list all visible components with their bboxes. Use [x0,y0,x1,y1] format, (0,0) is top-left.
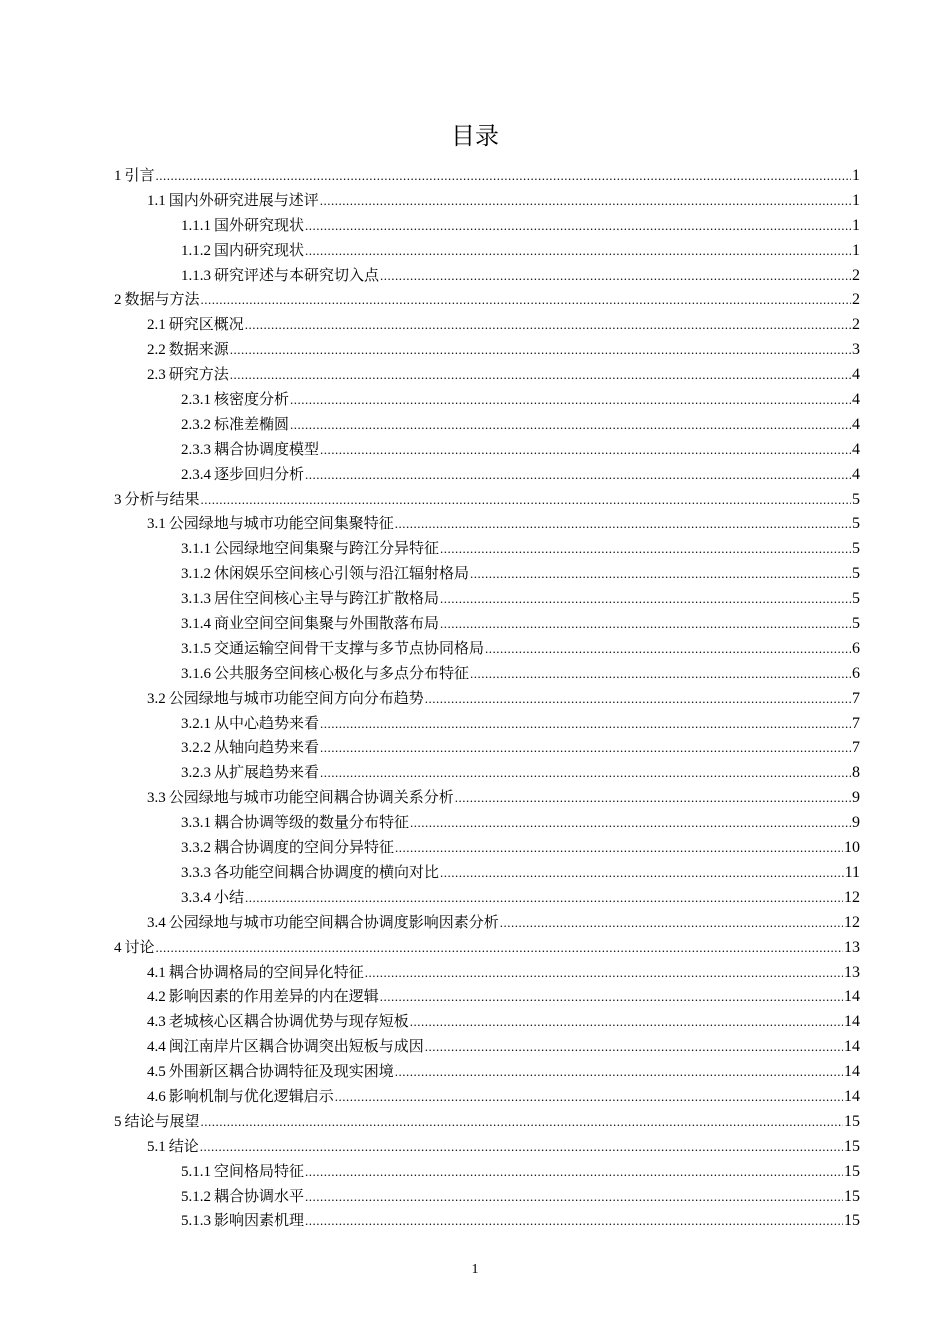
toc-entry-number: 5.1.3 [181,1213,211,1230]
toc-entry-text: 研究区概况 [168,315,244,334]
toc-entry-number: 1.1.1 [181,217,211,234]
toc-entry-number: 2 [114,292,122,309]
toc-entry-2-3-2[interactable] [114,412,860,437]
toc-dot-leader [305,463,851,488]
toc-entry-text: 耦合协调水平 [214,1186,305,1205]
toc-entry-2-2[interactable] [114,337,860,362]
toc-entry-text: 从扩展趋势来看 [214,763,320,782]
toc-entry-page: 14 [844,1063,860,1081]
toc-entry-page: 5 [852,490,860,508]
toc-entry-2-3-4[interactable] [114,462,860,487]
toc-dot-leader [320,736,851,761]
toc-entry-label [181,412,289,438]
toc-entry-number: 3.4 [147,914,166,931]
toc-entry-number: 3.2.3 [181,765,211,782]
toc-entry-page: 1 [852,191,860,209]
toc-entry-4-3[interactable] [114,1009,860,1034]
toc-dot-leader [470,562,851,587]
toc-entry-number: 3.2.2 [181,740,211,757]
toc-entry-3[interactable] [114,487,860,512]
toc-entry-label [181,835,394,861]
toc-entry-label [181,437,319,463]
toc-dot-leader [156,936,843,961]
toc-entry-text: 闽江南岸片区耦合协调突出短板与成因 [168,1037,424,1056]
toc-entry-text: 居住空间核心主导与跨江扩散格局 [214,589,440,608]
toc-dot-leader [320,712,851,737]
toc-entry-5-1-1[interactable] [114,1159,860,1184]
toc-entry-label [181,735,319,761]
toc-entry-number: 2.3 [147,367,166,384]
toc-entry-4-5[interactable] [114,1059,860,1084]
toc-entry-number: 4.4 [147,1039,166,1056]
toc-entry-label [147,910,499,936]
toc-entry-number: 3.2 [147,690,166,707]
toc-entry-label [181,810,409,836]
toc-dot-leader [410,811,851,836]
toc-entry-label [181,1208,304,1234]
toc-entry-3-2-3[interactable] [114,760,860,785]
toc-entry-2-3-3[interactable] [114,437,860,462]
toc-dot-leader [440,861,844,886]
toc-dot-leader [305,1160,843,1185]
toc-entry-5-1-2[interactable] [114,1184,860,1209]
toc-entry-label [181,711,319,737]
toc-entry-number: 2.3.4 [181,466,211,483]
toc-dot-leader [455,786,851,811]
toc-entry-3-3[interactable] [114,785,860,810]
toc-entry-label [181,213,304,239]
toc-entry-3-2-2[interactable] [114,735,860,760]
toc-dot-leader [380,264,851,289]
toc-entry-2[interactable] [114,287,860,312]
toc-entry-number: 3.3 [147,790,166,807]
toc-entry-page: 4 [852,366,860,384]
toc-entry-number: 2.3.1 [181,392,211,409]
toc-entry-label [114,1109,200,1135]
toc-entry-3-1[interactable] [114,511,860,536]
toc-entry-text: 公园绿地与城市功能空间耦合协调关系分析 [168,788,454,807]
toc-entry-text: 结论 [168,1136,199,1155]
toc-entry-text: 结论与展望 [124,1111,200,1130]
toc-entry-page: 7 [852,689,860,707]
toc-entry-text: 休闲娱乐空间核心引领与沿江辐射格局 [214,564,470,583]
toc-entry-page: 12 [844,913,860,931]
toc-title: 目录 [451,122,499,150]
toc-entry-number: 4 [114,939,122,956]
toc-entry-3-2[interactable] [114,686,860,711]
toc-dot-leader [156,164,851,189]
toc-entry-text: 公园绿地空间集聚与跨江分异特征 [214,539,440,558]
toc-entry-number: 4.2 [147,989,166,1006]
toc-entry-number: 4.5 [147,1064,166,1081]
toc-entry-text: 小结 [214,887,245,906]
toc-entry-label [147,1009,409,1035]
toc-entry-text: 国外研究现状 [214,215,305,234]
toc-entry-number: 1 [114,168,122,184]
toc-entry-text: 研究评述与本研究切入点 [214,265,380,284]
toc-dot-leader [305,239,851,264]
toc-dot-leader [440,612,851,637]
toc-entry-number: 2.1 [147,317,166,334]
toc-entry-page: 4 [852,415,860,433]
toc-entry-label [147,188,319,214]
toc-entry-page: 15 [844,1112,860,1130]
toc-entry-text: 交通运输空间骨干支撑与多节点协同格局 [214,638,485,657]
toc-entry-text: 公园绿地与城市功能空间耦合协调度影响因素分析 [168,912,499,931]
toc-entry-3-1-1[interactable] [114,536,860,561]
toc-dot-leader [410,1010,843,1035]
toc-entry-text: 老城核心区耦合协调优势与现存短板 [168,1012,409,1031]
toc-entry-text: 研究方法 [168,365,229,384]
toc-entry-page: 2 [852,291,860,309]
table-of-contents [114,163,860,1233]
toc-dot-leader [395,1060,843,1085]
toc-entry-label [181,1184,304,1210]
toc-entry-4-1[interactable] [114,960,860,985]
toc-dot-leader [320,438,851,463]
toc-entry-page: 14 [844,1087,860,1105]
toc-entry-number: 3.3.1 [181,815,211,832]
toc-entry-page: 9 [852,789,860,807]
toc-entry-4[interactable] [114,935,860,960]
toc-entry-page: 6 [852,639,860,657]
toc-dot-leader [500,911,843,936]
toc-entry-1-1-1[interactable] [114,213,860,238]
toc-entry-page: 5 [852,515,860,533]
toc-entry-label [181,611,439,637]
toc-entry-page: 4 [852,391,860,409]
toc-entry-page: 7 [852,714,860,732]
toc-entry-page: 2 [852,266,860,284]
toc-entry-label [181,238,304,264]
toc-entry-label [114,935,155,961]
toc-entry-3-2-1[interactable] [114,711,860,736]
toc-dot-leader [485,637,851,662]
toc-entry-page: 13 [844,963,860,981]
toc-entry-number: 1.1 [147,192,166,209]
toc-entry-label [114,487,200,513]
toc-entry-text: 数据来源 [168,340,229,359]
toc-entry-5-1-3[interactable] [114,1208,860,1233]
toc-entry-label [114,163,155,189]
toc-entry-label [147,686,424,712]
toc-entry-page: 15 [844,1162,860,1180]
toc-entry-text: 从中心趋势来看 [214,713,320,732]
toc-entry-3-1-5[interactable] [114,636,860,661]
toc-dot-leader [425,1035,843,1060]
toc-dot-leader [290,413,851,438]
toc-entry-3-3-1[interactable] [114,810,860,835]
toc-entry-text: 商业空间空间集聚与外围散落布局 [214,614,440,633]
toc-entry-2-3-1[interactable] [114,387,860,412]
toc-entry-label [147,984,379,1010]
toc-entry-number: 3.3.3 [181,864,211,881]
toc-entry-page: 15 [844,1187,860,1205]
toc-entry-number: 5.1.1 [181,1163,211,1180]
toc-entry-number: 2.2 [147,342,166,359]
toc-entry-page: 4 [852,465,860,483]
toc-entry-page: 1 [852,216,860,234]
toc-entry-number: 1.1.3 [181,267,211,284]
toc-dot-leader [320,761,851,786]
toc-dot-leader [305,1209,843,1234]
toc-entry-2-3[interactable] [114,362,860,387]
toc-entry-number: 3.1 [147,516,166,533]
toc-entry-label [181,885,244,911]
toc-entry-page: 14 [844,1013,860,1031]
toc-entry-number: 4.3 [147,1014,166,1031]
toc-entry-number: 4.1 [147,964,166,981]
toc-entry-label [147,1034,424,1060]
toc-entry-label [181,636,484,662]
toc-dot-leader [395,512,851,537]
toc-entry-text: 公园绿地与城市功能空间方向分布趋势 [168,688,424,707]
toc-entry-page: 1 [852,241,860,259]
toc-entry-label [181,586,439,612]
toc-entry-text: 国内研究现状 [214,240,305,259]
toc-dot-leader [440,587,851,612]
toc-entry-text: 空间格局特征 [214,1161,305,1180]
toc-entry-label [147,785,454,811]
toc-entry-3-3-2[interactable] [114,835,860,860]
toc-entry-text: 影响因素的作用差异的内在逻辑 [168,987,379,1006]
toc-entry-text: 耦合协调格局的空间异化特征 [168,962,364,981]
toc-entry-label [147,960,364,986]
toc-entry-text: 分析与结果 [124,489,200,508]
toc-entry-number: 3.1.6 [181,665,211,682]
toc-entry-page: 5 [852,590,860,608]
toc-entry-4-4[interactable] [114,1034,860,1059]
toc-entry-label [181,387,289,413]
toc-dot-leader [245,313,851,338]
toc-entry-page: 12 [844,888,860,906]
toc-entry-text: 从轴向趋势来看 [214,738,320,757]
toc-entry-page: 9 [852,814,860,832]
toc-entry-number: 1.1.2 [181,242,211,259]
toc-entry-5[interactable] [114,1109,860,1134]
toc-entry-label [181,561,469,587]
toc-entry-number: 4.6 [147,1088,166,1105]
toc-entry-3-1-4[interactable] [114,611,860,636]
toc-entry-1-1[interactable] [114,188,860,213]
toc-entry-label [147,362,229,388]
toc-entry-page: 4 [852,440,860,458]
toc-entry-label [147,511,394,537]
toc-entry-label [147,337,229,363]
toc-entry-text: 核密度分析 [214,390,290,409]
toc-dot-leader [440,537,851,562]
toc-entry-page: 6 [852,664,860,682]
toc-entry-3-1-2[interactable] [114,561,860,586]
toc-entry-number: 5.1.2 [181,1188,211,1205]
toc-entry-1-1-3[interactable] [114,263,860,288]
toc-entry-number: 3.3.4 [181,889,211,906]
toc-entry-text: 国内外研究进展与述评 [168,190,319,209]
toc-entry-number: 3.1.1 [181,541,211,558]
toc-entry-page: 11 [844,863,860,881]
toc-entry-page: 5 [852,615,860,633]
toc-entry-3-3-3[interactable] [114,860,860,885]
toc-entry-page: 3 [852,341,860,359]
toc-entry-1[interactable] [114,163,860,188]
toc-dot-leader [320,189,851,214]
toc-entry-number: 3.1.3 [181,591,211,608]
toc-entry-number: 3.3.2 [181,840,211,857]
toc-entry-number: 5.1 [147,1138,166,1155]
toc-entry-page: 14 [844,988,860,1006]
toc-entry-label [147,312,244,338]
toc-entry-text: 影响因素机理 [214,1211,305,1230]
toc-entry-page: 8 [852,764,860,782]
page-number: 1 [471,1262,479,1277]
toc-dot-leader [425,687,851,712]
toc-entry-label [181,263,379,289]
toc-entry-label [114,287,200,313]
toc-entry-text: 标准差椭圆 [214,414,290,433]
toc-entry-text: 引言 [124,166,155,184]
toc-dot-leader [201,1110,843,1135]
toc-entry-label [181,1159,304,1185]
toc-entry-page: 5 [852,565,860,583]
toc-entry-page: 15 [844,1212,860,1230]
toc-entry-text: 外围新区耦合协调特征及现实困境 [168,1062,394,1081]
toc-dot-leader [230,363,851,388]
toc-entry-text: 影响机制与优化逻辑启示 [168,1086,334,1105]
toc-dot-leader [335,1085,843,1110]
toc-dot-leader [245,886,843,911]
toc-entry-page: 10 [844,839,860,857]
toc-entry-text: 数据与方法 [124,290,200,309]
toc-entry-number: 3.2.1 [181,715,211,732]
toc-entry-3-1-6[interactable] [114,661,860,686]
toc-entry-2-1[interactable] [114,312,860,337]
toc-dot-leader [201,488,851,513]
toc-entry-3-3-4[interactable] [114,885,860,910]
toc-entry-number: 3.1.5 [181,640,211,657]
toc-entry-page: 13 [844,938,860,956]
toc-entry-1-1-2[interactable] [114,238,860,263]
toc-entry-number: 2.3.3 [181,441,211,458]
toc-dot-leader [200,1135,843,1160]
toc-entry-3-1-3[interactable] [114,586,860,611]
toc-entry-label [181,760,319,786]
toc-entry-label [147,1059,394,1085]
toc-dot-leader [305,1185,843,1210]
toc-dot-leader [470,662,851,687]
toc-entry-label [147,1134,199,1160]
toc-entry-4-6[interactable] [114,1084,860,1109]
toc-entry-text: 耦合协调度的空间分异特征 [214,838,395,857]
toc-entry-text: 耦合协调度模型 [214,439,320,458]
toc-entry-number: 3 [114,491,122,508]
toc-entry-text: 各功能空间耦合协调度的横向对比 [214,862,440,881]
toc-entry-page: 15 [844,1137,860,1155]
toc-dot-leader [305,214,851,239]
toc-entry-text: 讨论 [124,937,155,956]
toc-entry-4-2[interactable] [114,984,860,1009]
toc-entry-page: 14 [844,1038,860,1056]
toc-entry-label [147,1084,334,1110]
toc-dot-leader [365,961,843,986]
toc-entry-text: 逐步回归分析 [214,464,305,483]
toc-entry-page: 2 [852,316,860,334]
toc-dot-leader [290,388,851,413]
toc-dot-leader [380,985,843,1010]
toc-entry-number: 2.3.2 [181,416,211,433]
toc-entry-label [181,462,304,488]
toc-entry-label [181,860,439,886]
toc-entry-number: 5 [114,1113,122,1130]
toc-dot-leader [201,288,851,313]
toc-entry-3-4[interactable] [114,910,860,935]
toc-entry-text: 公共服务空间核心极化与多点分布特征 [214,663,470,682]
toc-dot-leader [395,836,843,861]
toc-entry-5-1[interactable] [114,1134,860,1159]
toc-entry-label [181,536,439,562]
toc-entry-text: 公园绿地与城市功能空间集聚特征 [168,514,394,533]
toc-dot-leader [230,338,851,363]
toc-entry-page: 1 [852,167,860,184]
toc-entry-text: 耦合协调等级的数量分布特征 [214,813,410,832]
toc-entry-page: 5 [852,540,860,558]
toc-entry-number: 3.1.2 [181,566,211,583]
toc-entry-label [181,661,469,687]
toc-entry-page: 7 [852,739,860,757]
toc-entry-number: 3.1.4 [181,616,211,633]
